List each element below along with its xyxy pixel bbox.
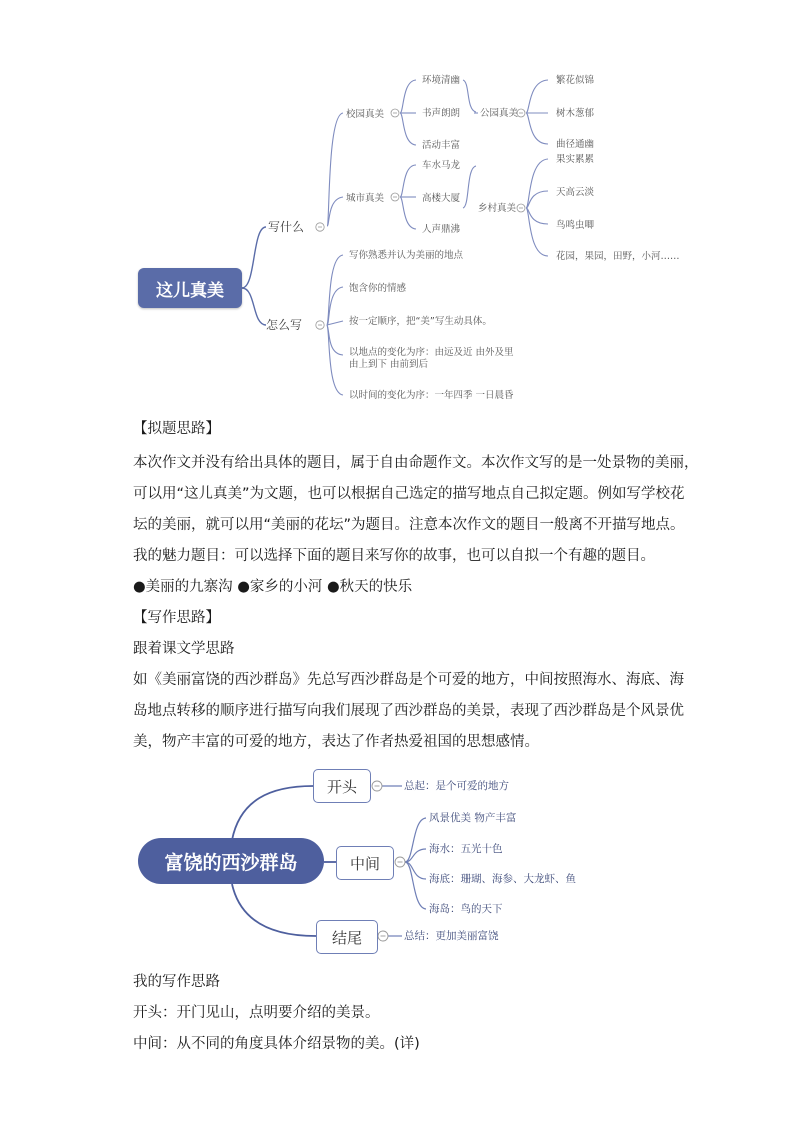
village-item: 果实累累 bbox=[556, 154, 595, 165]
village-item: 花园，果园，田野，小河…… bbox=[556, 251, 680, 262]
middle-item: 海水：五光十色 bbox=[429, 843, 503, 855]
node-start: 开头 bbox=[313, 769, 371, 803]
branch-what: 写什么 bbox=[268, 220, 305, 234]
village-item: 天高云淡 bbox=[556, 187, 595, 198]
node-middle: 中间 bbox=[336, 846, 394, 880]
how-item: 以地点的变化为序：由远及近 由外及里 bbox=[349, 347, 514, 358]
how-item: 按一定顺序，把“美”写生动具体。 bbox=[349, 316, 492, 327]
middle-item: 海底：珊瑚、海参、大龙虾、鱼 bbox=[429, 873, 576, 885]
paragraph-line: 坛的美丽，就可以用“美丽的花坛”为题目。注意本次作文的题目一般离不开描写地点。 bbox=[133, 517, 685, 533]
city-item: 车水马龙 bbox=[422, 160, 461, 171]
middle-item: 风景优美 物产丰富 bbox=[429, 812, 517, 824]
node-city: 城市真美 bbox=[346, 193, 385, 204]
how-item: 饱含你的情感 bbox=[349, 283, 407, 294]
middle-item: 海岛：鸟的天下 bbox=[429, 903, 503, 915]
node-village: 乡村真美 bbox=[478, 203, 517, 214]
paragraph-line: 我的写作思路 bbox=[133, 974, 220, 990]
village-item: 鸟鸣虫唧 bbox=[556, 220, 595, 231]
paragraph-line: 中间：从不同的角度具体介绍景物的美。(详) bbox=[133, 1036, 420, 1052]
end-note: 总结：更加美丽富饶 bbox=[404, 930, 499, 942]
paragraph-line: 可以用“这儿真美”为文题，也可以根据自己选定的描写地点自己拟定题。例如写学校花 bbox=[133, 486, 685, 502]
city-item: 高楼大厦 bbox=[422, 193, 461, 204]
campus-item: 书声朗朗 bbox=[422, 108, 461, 119]
node-end: 结尾 bbox=[316, 920, 378, 954]
paragraph-line: 岛地点转移的顺序进行描写向我们展现了西沙群岛的美景，表现了西沙群岛是个风景优 bbox=[133, 703, 684, 719]
section-heading: 【写作思路】 bbox=[133, 610, 220, 626]
how-item: 以时间的变化为序：一年四季 一日晨昏 bbox=[349, 390, 514, 401]
node-park: 公园真美 bbox=[480, 108, 519, 119]
park-item: 曲径通幽 bbox=[556, 139, 595, 150]
campus-item: 活动丰富 bbox=[422, 140, 461, 151]
title-options: ●美丽的九寨沟 ●家乡的小河 ●秋天的快乐 bbox=[133, 579, 413, 595]
paragraph-line: 美，物产丰富的可爱的地方，表达了作者热爱祖国的思想感情。 bbox=[133, 734, 539, 750]
node-campus: 校园真美 bbox=[346, 109, 385, 120]
paragraph-line: 如《美丽富饶的西沙群岛》先总写西沙群岛是个可爱的地方，中间按照海水、海底、海 bbox=[133, 672, 684, 688]
park-item: 繁花似锦 bbox=[556, 75, 595, 86]
paragraph-line: 跟着课文学思路 bbox=[133, 641, 235, 657]
mindmap-1-root: 这儿真美 bbox=[138, 268, 242, 308]
how-item: 由上到下 由前到后 bbox=[349, 359, 429, 370]
branch-how: 怎么写 bbox=[266, 318, 303, 332]
campus-item: 环境清幽 bbox=[422, 75, 461, 86]
paragraph-line: 我的魅力题目：可以选择下面的题目来写你的故事，也可以自拟一个有趣的题目。 bbox=[133, 548, 655, 564]
mindmap-2-root: 富饶的西沙群岛 bbox=[138, 838, 324, 884]
paragraph-line: 本次作文并没有给出具体的题目，属于自由命题作文。本次作文写的是一处景物的美丽， bbox=[133, 455, 699, 471]
how-item: 写你熟悉并认为美丽的地点 bbox=[349, 250, 464, 261]
city-item: 人声鼎沸 bbox=[422, 224, 461, 235]
section-heading: 【拟题思路】 bbox=[133, 421, 220, 437]
start-note: 总起：是个可爱的地方 bbox=[404, 780, 509, 792]
park-item: 树木葱郁 bbox=[556, 108, 595, 119]
paragraph-line: 开头：开门见山，点明要介绍的美景。 bbox=[133, 1005, 380, 1021]
